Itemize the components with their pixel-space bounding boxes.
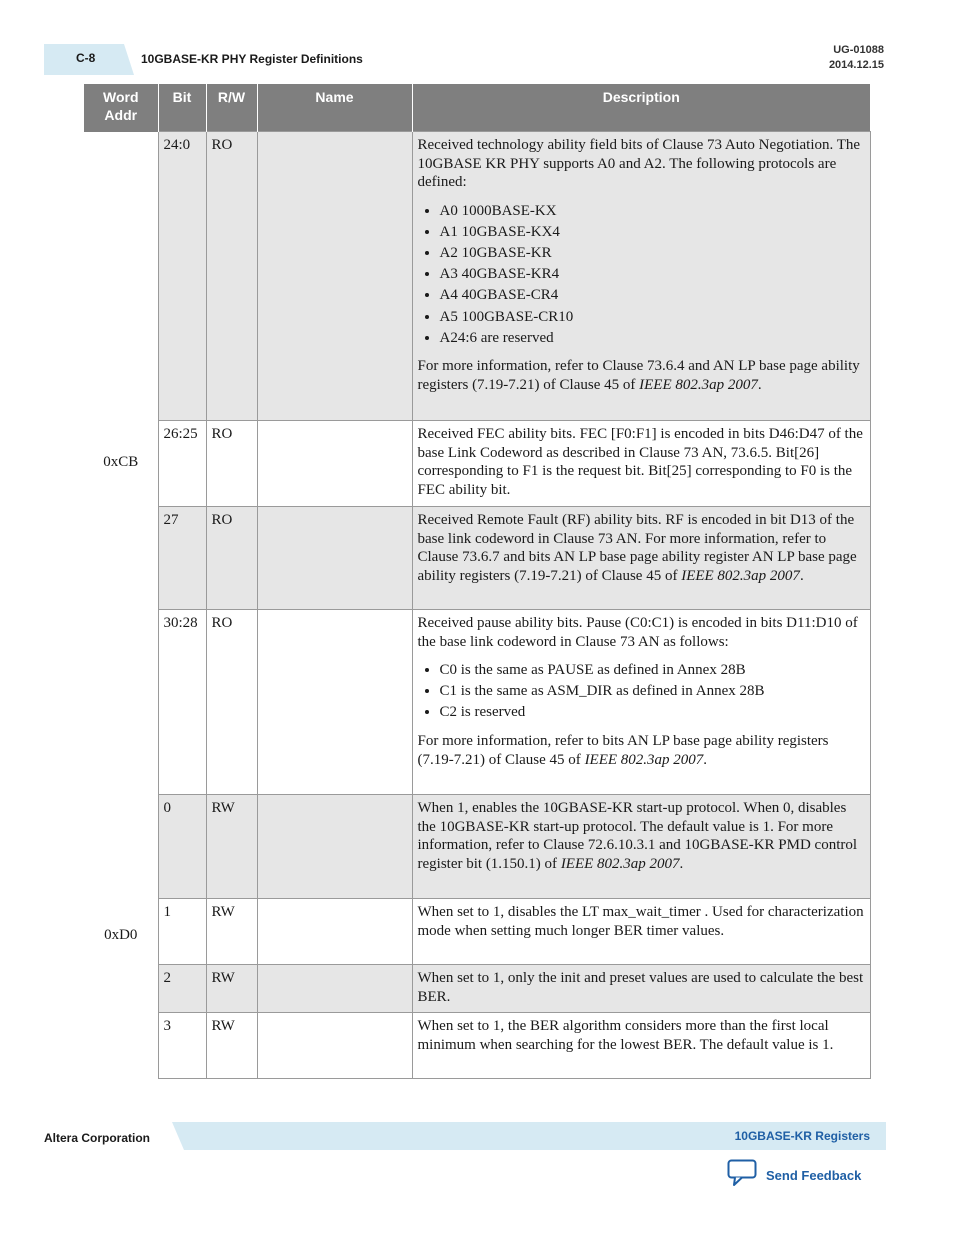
send-feedback-link[interactable] (727, 1159, 861, 1192)
description-cell (412, 898, 870, 964)
rw-cell: RO (206, 132, 257, 421)
list-item: • C2 is reserved (440, 703, 865, 722)
doc-date: 2014.12.15 (828, 59, 884, 71)
description-cell (412, 964, 870, 1012)
rw-cell: RO (206, 609, 257, 794)
table-row (84, 964, 870, 1012)
col-description: Description (412, 84, 870, 132)
table-header-row (84, 84, 870, 132)
rw-cell: RO (206, 506, 257, 609)
table-row (84, 609, 870, 794)
standard-ref: IEEE 802.3ap 2007 (639, 377, 758, 394)
rw-cell: RO (206, 421, 257, 507)
speech-bubble-icon (727, 1159, 757, 1192)
description-cell (412, 421, 870, 507)
name-cell (257, 132, 412, 421)
list-item: • A2 10GBASE-KR (440, 244, 865, 263)
protocol-list (418, 202, 865, 347)
name-cell (257, 609, 412, 794)
standard-ref: IEEE 802.3ap 2007 (584, 751, 704, 768)
section-link[interactable]: 10GBASE-KR Registers (734, 1129, 870, 1143)
name-cell (257, 964, 412, 1012)
desc-text: When set to 1, disables the LT max_wait_timer . Used for characterization mode when setting much longer BER timer values. (417, 903, 864, 939)
bit-cell: 30:28 (158, 609, 206, 794)
bit-cell: 0 (158, 794, 206, 898)
word-addr-cell: 0xD0 (84, 794, 158, 1078)
rw-cell: RW (206, 898, 257, 964)
list-item: • A1 10GBASE-KX4 (440, 223, 865, 242)
desc-text: Received technology ability field bits of Clause 73 Auto Negotiation. The 10GBASE KR PHY supports A0 and A2. The following protocols are defined: (417, 137, 861, 191)
send-feedback-label[interactable]: Send Feedback (766, 1168, 862, 1183)
bit-cell: 27 (158, 506, 206, 609)
desc-text: Received FEC ability bits. FEC [F0:F1] is encoded in bits D46:D47 of the base Link Codeword as described in Clause 73 AN, 73.6.5. Bit[26] corresponding to F1 is the request bit. Bit[25] corresponding to F0 is the FEC ability bit. (417, 426, 863, 499)
table-row (84, 794, 870, 898)
bit-cell: 2 (158, 964, 206, 1012)
name-cell (257, 794, 412, 898)
name-cell (257, 1013, 412, 1079)
col-bit: Bit (158, 84, 206, 132)
desc-text: When set to 1, only the init and preset values are used to calculate the best BER. (417, 969, 864, 1005)
table-row (84, 421, 870, 507)
description-cell (412, 132, 870, 421)
list-item: • A0 1000BASE-KX (440, 202, 865, 221)
name-cell (257, 506, 412, 609)
col-rw: R/W (206, 84, 257, 132)
list-item: • A3 40GBASE-KR4 (440, 265, 865, 284)
description-cell (412, 794, 870, 898)
description-cell (412, 506, 870, 609)
desc-text: Received Remote Fault (RF) ability bits. RF is encoded in bit D13 of the base link codeword in Clause 73 AN. For more information, refer to Clause 73.6.7 and bits AN LP base page ability register AN LP base page ability registers (7.19-7.21) of Clause 45 of IEEE 802.3ap 2007. (417, 511, 857, 584)
table-row (84, 1013, 870, 1079)
company-name: Altera Corporation (44, 1131, 151, 1145)
col-word-addr: Word Addr (84, 84, 158, 132)
doc-id: UG-01088 (833, 44, 884, 56)
table-row (84, 132, 870, 421)
register-table (84, 84, 871, 1079)
table-row (84, 898, 870, 964)
rw-cell: RW (206, 1013, 257, 1079)
desc-text: When 1, enables the 10GBASE-KR start-up protocol. When 0, disables the 10GBASE-KR start-up protocol. The default value is 1. For more information, refer to Clause 72.6.10.3.1 and 10GBASE-KR PMD control register bit (1.150.1) of IEEE 802.3ap 2007. (417, 799, 858, 872)
table-row (84, 506, 870, 609)
name-cell (257, 421, 412, 507)
standard-ref: IEEE 802.3ap 2007 (560, 855, 680, 872)
section-title: 10GBASE-KR PHY Register Definitions (141, 52, 363, 66)
bit-cell: 26:25 (158, 421, 206, 507)
list-item: • C0 is the same as PAUSE as defined in Annex 28B (440, 661, 865, 680)
page-number: C-8 (76, 51, 96, 65)
list-item: • A24:6 are reserved (440, 329, 865, 348)
description-cell (412, 609, 870, 794)
standard-ref: IEEE 802.3ap 2007 (681, 567, 800, 584)
rw-cell: RW (206, 794, 257, 898)
pause-list (418, 661, 865, 722)
rw-cell: RW (206, 964, 257, 1012)
list-item: • C1 is the same as ASM_DIR as defined in Annex 28B (440, 682, 865, 701)
col-name: Name (257, 84, 412, 132)
desc-note: For more information, refer to Clause 73.6.4 and AN LP base page ability registers (7.19-7.21) of Clause 45 of IEEE 802.3ap 2007. (417, 358, 860, 394)
bit-cell: 1 (158, 898, 206, 964)
desc-text: Received pause ability bits. Pause (C0:C1) is encoded in bits D11:D10 of the base link codeword in Clause 73 AN as follows: (417, 614, 858, 650)
name-cell (257, 898, 412, 964)
desc-text: When set to 1, the BER algorithm considers more than the first local minimum when searching for the lowest BER. The default value is 1. (417, 1018, 834, 1053)
description-cell (412, 1013, 870, 1079)
doc-info (829, 43, 884, 73)
bit-cell: 3 (158, 1013, 206, 1079)
desc-note: For more information, refer to bits AN LP base page ability registers (7.19-7.21) of Clause 45 of IEEE 802.3ap 2007. (417, 733, 829, 768)
word-addr-cell: 0xCB (84, 132, 158, 795)
list-item: • A4 40GBASE-CR4 (440, 286, 865, 305)
bit-cell: 24:0 (158, 132, 206, 421)
list-item: • A5 100GBASE-CR10 (440, 308, 865, 327)
